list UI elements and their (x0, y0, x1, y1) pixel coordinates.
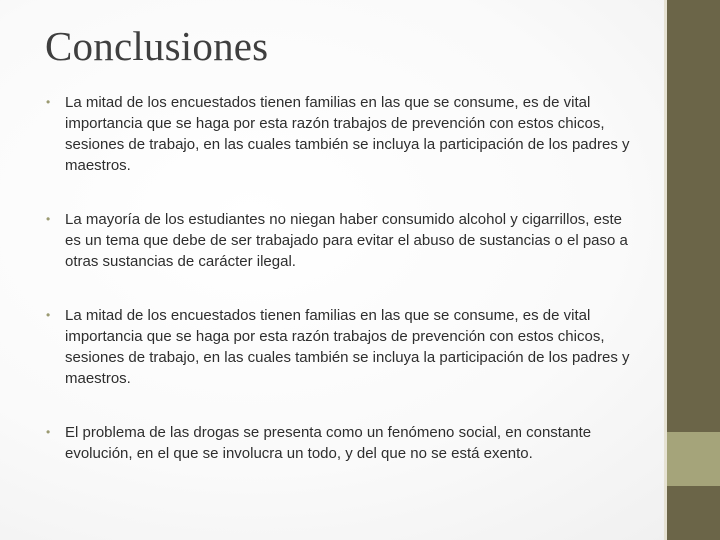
bullet-item-1 (46, 92, 636, 176)
bullet-dot-icon: • (46, 425, 51, 439)
sidebar-accent-block (667, 432, 720, 486)
bullet-text: La mitad de los encuestados tienen familias en las que se consume, es de vital importancia que se haga por esta razón trabajos de prevención con estos chicos, sesiones de trabajo, en las cuales también se incluya la participación de los padres y maestros. (65, 94, 630, 174)
bullet-dot-icon: • (46, 95, 51, 109)
bullet-list (46, 92, 636, 464)
bullet-text: La mitad de los encuestados tienen familias en las que se consume, es de vital importancia que se haga por esta razón trabajos de prevención con estos chicos, sesiones de trabajo, en las cuales también se incluya la participación de los padres y maestros. (65, 307, 630, 387)
bullet-text: El problema de las drogas se presenta como un fenómeno social, en constante evolución, en el que se involucra un todo, y del que no se está exento. (65, 424, 592, 462)
bullet-dot-icon: • (46, 212, 51, 226)
bullet-dot-icon: • (46, 308, 51, 322)
bullet-text: La mayoría de los estudiantes no niegan haber consumido alcohol y cigarrillos, este es un tema que debe de ser trabajado para evitar el abuso de sustancias o el paso a otras sustancias de carácter ilegal. (65, 211, 628, 270)
bullet-item-3 (46, 305, 636, 389)
slide-title: Conclusiones (45, 23, 269, 69)
bullet-item-2 (46, 209, 636, 272)
bullet-item-4 (46, 422, 636, 464)
